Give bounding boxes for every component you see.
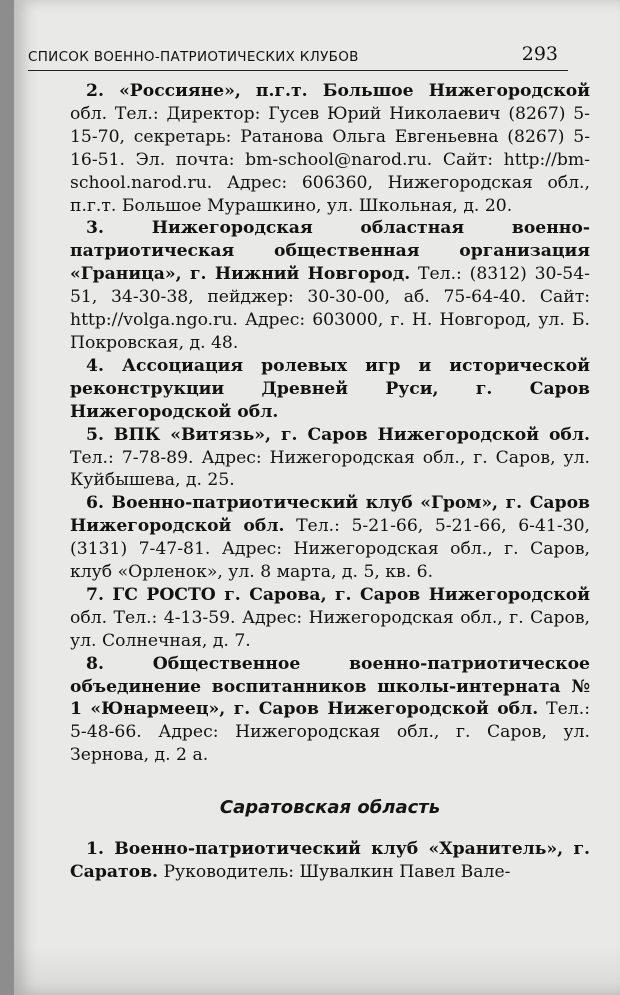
- entry-title: 5. ВПК «Витязь», г. Саров Нижегородской обл.: [86, 424, 590, 445]
- page-body: [70, 80, 590, 884]
- list-item: [70, 653, 590, 768]
- entry-title: 6. Военно-патриотический клуб «Гром», г. Саров Нижегородской обл.: [70, 493, 590, 537]
- entry-title: 8. Общественное военно-патриотическое объединение воспитанников школы-интерната № 1 «Юнармеец», г. Саров Нижегородской обл.: [70, 653, 590, 720]
- entry-title: 7. ГС РОСТО г. Сарова, г. Саров Нижегородской: [86, 584, 590, 605]
- entry-text: Тел.: 5-48-66. Адрес: Нижегородская обл., г. Саров, ул. Зернова, д. 2 а.: [70, 699, 590, 766]
- entry-title: 1. Военно-патриотический клуб «Хранитель», г. Саратов.: [70, 839, 590, 882]
- entry-text: Тел.: 7-78-89. Адрес: Нижегородская обл., г. Саров, ул. Куйбышева, д. 25.: [70, 447, 590, 491]
- list-item: [70, 355, 590, 424]
- entry-text: обл. Тел.: 4-13-59. Адрес: Нижегородская обл., г. Саров, ул. Солнечная, д. 7.: [70, 607, 590, 651]
- entry-text: Тел.: (8312) 30-54-51, 34-30-38, пейджер: 30-30-00, аб. 75-64-40. Сайт: http://volga.ngo.ru. Адрес: 603000, г. Н. Новгород, ул. Б. Покровская, д. 48.: [70, 264, 590, 353]
- entry-title: 4. Ассоциация ролевых игр и исторической реконструкции Древней Руси, г. Саров Нижегородской обл.: [70, 355, 590, 422]
- page-number: 293: [521, 43, 558, 65]
- entry-title: 2. «Россияне», п.г.т. Большое Нижегородской: [86, 81, 590, 101]
- list-item: [70, 492, 590, 584]
- book-page: [14, 0, 620, 995]
- entry-text: обл. Тел.: Директор: Гусев Юрий Николаевич (8267) 5-15-70, секретарь: Ратанова Ольга Евгеньевна (8267) 5-16-51. Эл. почта: bm-school@narod.ru. Сайт: http://bm-school.narod.ru. Адрес: 606360, Нижегородская обл., п.г.т. Большое Мурашкино, ул. Школьная, д. 20.: [70, 103, 590, 216]
- list-item: [70, 217, 590, 354]
- page-header: [28, 30, 568, 71]
- list-item: [70, 80, 590, 217]
- page-shadow: [14, 945, 620, 995]
- list-item: [70, 424, 590, 493]
- list-item: [70, 838, 590, 884]
- list-item: [70, 584, 590, 653]
- running-title: СПИСОК ВОЕННО-ПАТРИОТИЧЕСКИХ КЛУБОВ: [28, 49, 359, 65]
- section-heading: Саратовская область: [219, 797, 441, 819]
- entry-title: 3. Нижегородская областная военно-патриотическая общественная организация «Граница», г. Нижний Новгород.: [70, 218, 590, 285]
- entry-text: Тел.: 5-21-66, 5-21-66, 6-41-30, (3131) 7-47-81. Адрес: Нижегородская обл., г. Саров, клуб «Орленок», ул. 8 марта, д. 5, кв. 6.: [70, 516, 590, 583]
- entry-text: Руководитель: Шувалкин Павел Вале-: [158, 862, 511, 882]
